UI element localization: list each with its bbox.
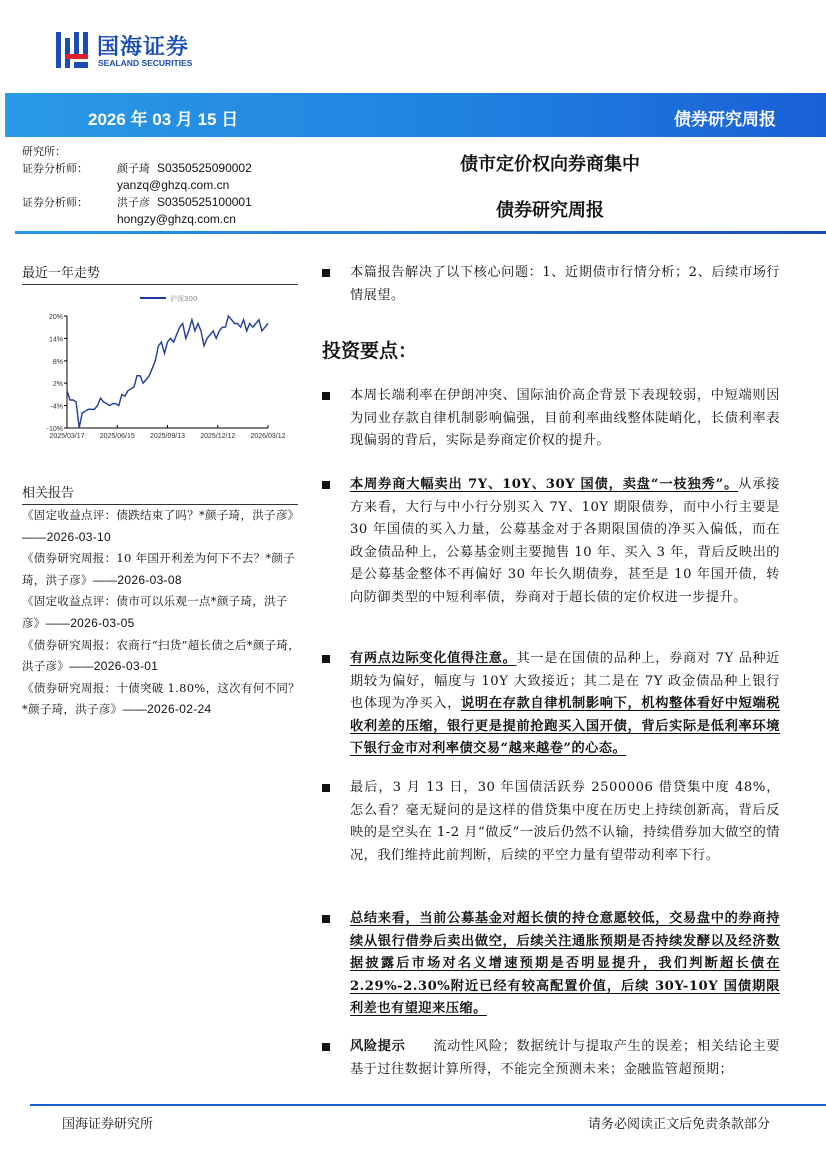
x-tick-label: 2025/06/15 — [99, 433, 135, 440]
trend-heading: 最近一年走势 — [22, 262, 298, 285]
institute-label: 研究所： — [22, 145, 66, 158]
legend-label: 沪深300 — [170, 295, 198, 303]
y-tick-label: -10% — [46, 426, 63, 433]
bullet-icon — [322, 1043, 330, 1051]
x-tick-label: 2026/03/12 — [250, 433, 286, 440]
report-date: ——2026-03-01 — [69, 659, 159, 674]
x-tick-label: 2025/12/12 — [200, 433, 236, 440]
intro-text: 本篇报告解决了以下核心问题：1、近期债市行情分析；2、后续市场行情展望。 — [350, 265, 780, 303]
report-date: ——2026-03-08 — [92, 572, 182, 587]
bullet-icon — [322, 655, 330, 663]
key-points-heading: 投资要点： — [322, 340, 418, 362]
key-point-item — [322, 648, 780, 761]
footer-right: 请务必阅读正文后免责条款部分 — [587, 1117, 770, 1132]
body-text: 流动性风险；数据统计与提取产生的误差；相关结论主要基于过往数据计算所得，不能完全预测未来；金融监管超预期； — [350, 1039, 781, 1077]
emphasis-text: 风险提示 — [350, 1039, 406, 1054]
divider — [15, 231, 826, 234]
y-tick-label: 20% — [48, 314, 63, 321]
report-title: 《债券研究周报：农商行“扫货”超长债之后*颜子琦，洪子彦》 — [22, 637, 301, 674]
header-banner — [5, 93, 826, 137]
analyst-name: 颜子琦 — [117, 162, 150, 175]
related-report-item[interactable] — [22, 548, 300, 591]
report-title: 《固定收益点评：债跌结束了吗？*颜子琦，洪子彦》 — [22, 508, 300, 522]
report-date: ——2026-02-24 — [122, 702, 212, 717]
analyst-cert: S0350525090002 — [157, 161, 252, 175]
logo-text-en: SEALAND SECURITIES — [98, 58, 193, 68]
emphasis-text: 总结来看，当前公募基金对超长债的持仓意愿较低，交易盘中的券商持续从银行借券后卖出做空，后续关注通胀预期是否持续发酵以及经济数据披露后市场对名义增速预期是否明显提升，我们判断超长债在 2.29%-2.30%附近已经有较高配置价值，后续 30Y-10Y 国债期限利差也有望迎来压缩。 — [350, 911, 780, 1017]
body-text: 从承接方来看，大行与中小行分别买入 7Y、10Y 期限债券，而中小行主要是 30 年国债的买入力量，公募基金对于各期限国债的净买入偏低，而在政金债品种上，公募基金则主要抛售 10 年、买入 3 年，背后反映出的是公募基金整体不再偏好 30 年长久期债券，甚至是 10 年国开债，转向防御类型的中短利率债，券商对于超长债的定价权进一步提升。 — [350, 477, 780, 605]
key-point-item — [322, 1036, 780, 1081]
y-tick-label: 2% — [52, 381, 63, 389]
y-tick-label: 8% — [52, 358, 63, 366]
x-tick-label: 2025/09/13 — [149, 433, 186, 440]
body-text: 最后，3 月 13 日，30 年国债活跃券 2500006 借贷集中度 48%，怎么看？毫无疑问的是这样的借贷集中度在历史上持续创新高，背后反映的是空头在 1-2 月“做反”一波后仍然不认输，持续借券加大做空的情况，我们维持此前判断，后续的平空力量有望带动利率下行。 — [350, 780, 780, 863]
bullet-icon — [322, 392, 330, 400]
footer-left: 国海证券研究所 — [62, 1117, 154, 1132]
body-text: 本周长端利率在伊朗冲突、国际油价高企背景下表现较弱，中短端则因为同业存款自律机制影响偏强，目前利率曲线整体陡峭化，长债利率表现偏弱的背后，实际是券商定价权的提升。 — [350, 388, 780, 449]
report-date: 2026 年 03 月 15 日 — [88, 110, 239, 129]
key-point-item — [322, 385, 780, 453]
related-report-item[interactable] — [22, 591, 300, 634]
body-text: 其一是在国债的品种上，券商对 7Y 品种近期较为偏好，幅度与 10Y 大致接近；其二是在 7Y 政金债品种上银行也体现为净买入， — [350, 651, 780, 712]
y-tick-label: -4% — [50, 403, 63, 411]
report-date: ——2026-03-10 — [22, 529, 111, 544]
key-point-item — [322, 908, 780, 1021]
analyst-label: 证券分析师： — [22, 162, 88, 175]
series-line-hs300 — [67, 316, 268, 428]
trend-chart — [20, 285, 300, 445]
report-title: 《债券研究周报：10 年国开利差为何下不去？*颜子琦，洪子彦》 — [22, 551, 296, 587]
analyst-email[interactable]: hongzy@ghzq.com.cn — [117, 212, 236, 226]
report-type: 债券研究周报 — [674, 110, 776, 130]
related-report-item[interactable] — [22, 678, 300, 721]
report-title: 债市定价权向券商集中 — [460, 154, 640, 175]
emphasis-text: 本周券商大幅卖出 7Y、10Y、30Y 国债，卖盘“一枝独秀”。 — [350, 477, 739, 492]
report-date: ——2026-03-05 — [45, 615, 135, 630]
related-report-item[interactable] — [22, 635, 300, 678]
emphasis-text: 说明在存款自律机制影响下，机构整体看好中短端税收利差的压缩，银行更是提前抢跑买入国开债，背后实际是低利率环境下银行金市对利率债交易“越来越卷”的心态。 — [350, 696, 781, 757]
analyst-email[interactable]: yanzq@ghzq.com.cn — [117, 178, 230, 192]
bullet-icon — [322, 784, 330, 792]
logo-mark-icon — [55, 32, 89, 68]
analyst-name: 洪子彦 — [117, 196, 150, 209]
intro-item — [322, 262, 780, 307]
company-logo — [55, 30, 215, 72]
report-subtitle: 债券研究周报 — [496, 200, 604, 221]
related-heading: 相关报告 — [22, 482, 298, 505]
logo-text-cn: 国海证券 — [97, 35, 190, 60]
y-tick-label: 14% — [48, 336, 63, 344]
analyst-info — [22, 143, 252, 228]
x-tick-label: 2025/03/17 — [49, 433, 85, 440]
analyst-label: 证券分析师： — [22, 196, 88, 209]
report-title: 《固定收益点评：债市可以乐观一点*颜子琦，洪子彦》 — [22, 594, 288, 630]
bullet-icon — [322, 481, 330, 489]
analyst-cert: S0350525100001 — [157, 195, 252, 209]
key-point-item — [322, 777, 780, 867]
related-report-item[interactable] — [22, 505, 300, 548]
bullet-icon — [322, 269, 330, 277]
bullet-icon — [322, 915, 330, 923]
report-title: 《债券研究周报：十债突破 1.80%，这次有何不同？*颜子琦，洪子彦》 — [22, 680, 300, 717]
related-reports-list — [22, 505, 300, 721]
key-point-item — [322, 474, 780, 610]
footer-divider — [30, 1104, 826, 1106]
emphasis-text: 有两点边际变化值得注意。 — [350, 651, 517, 666]
